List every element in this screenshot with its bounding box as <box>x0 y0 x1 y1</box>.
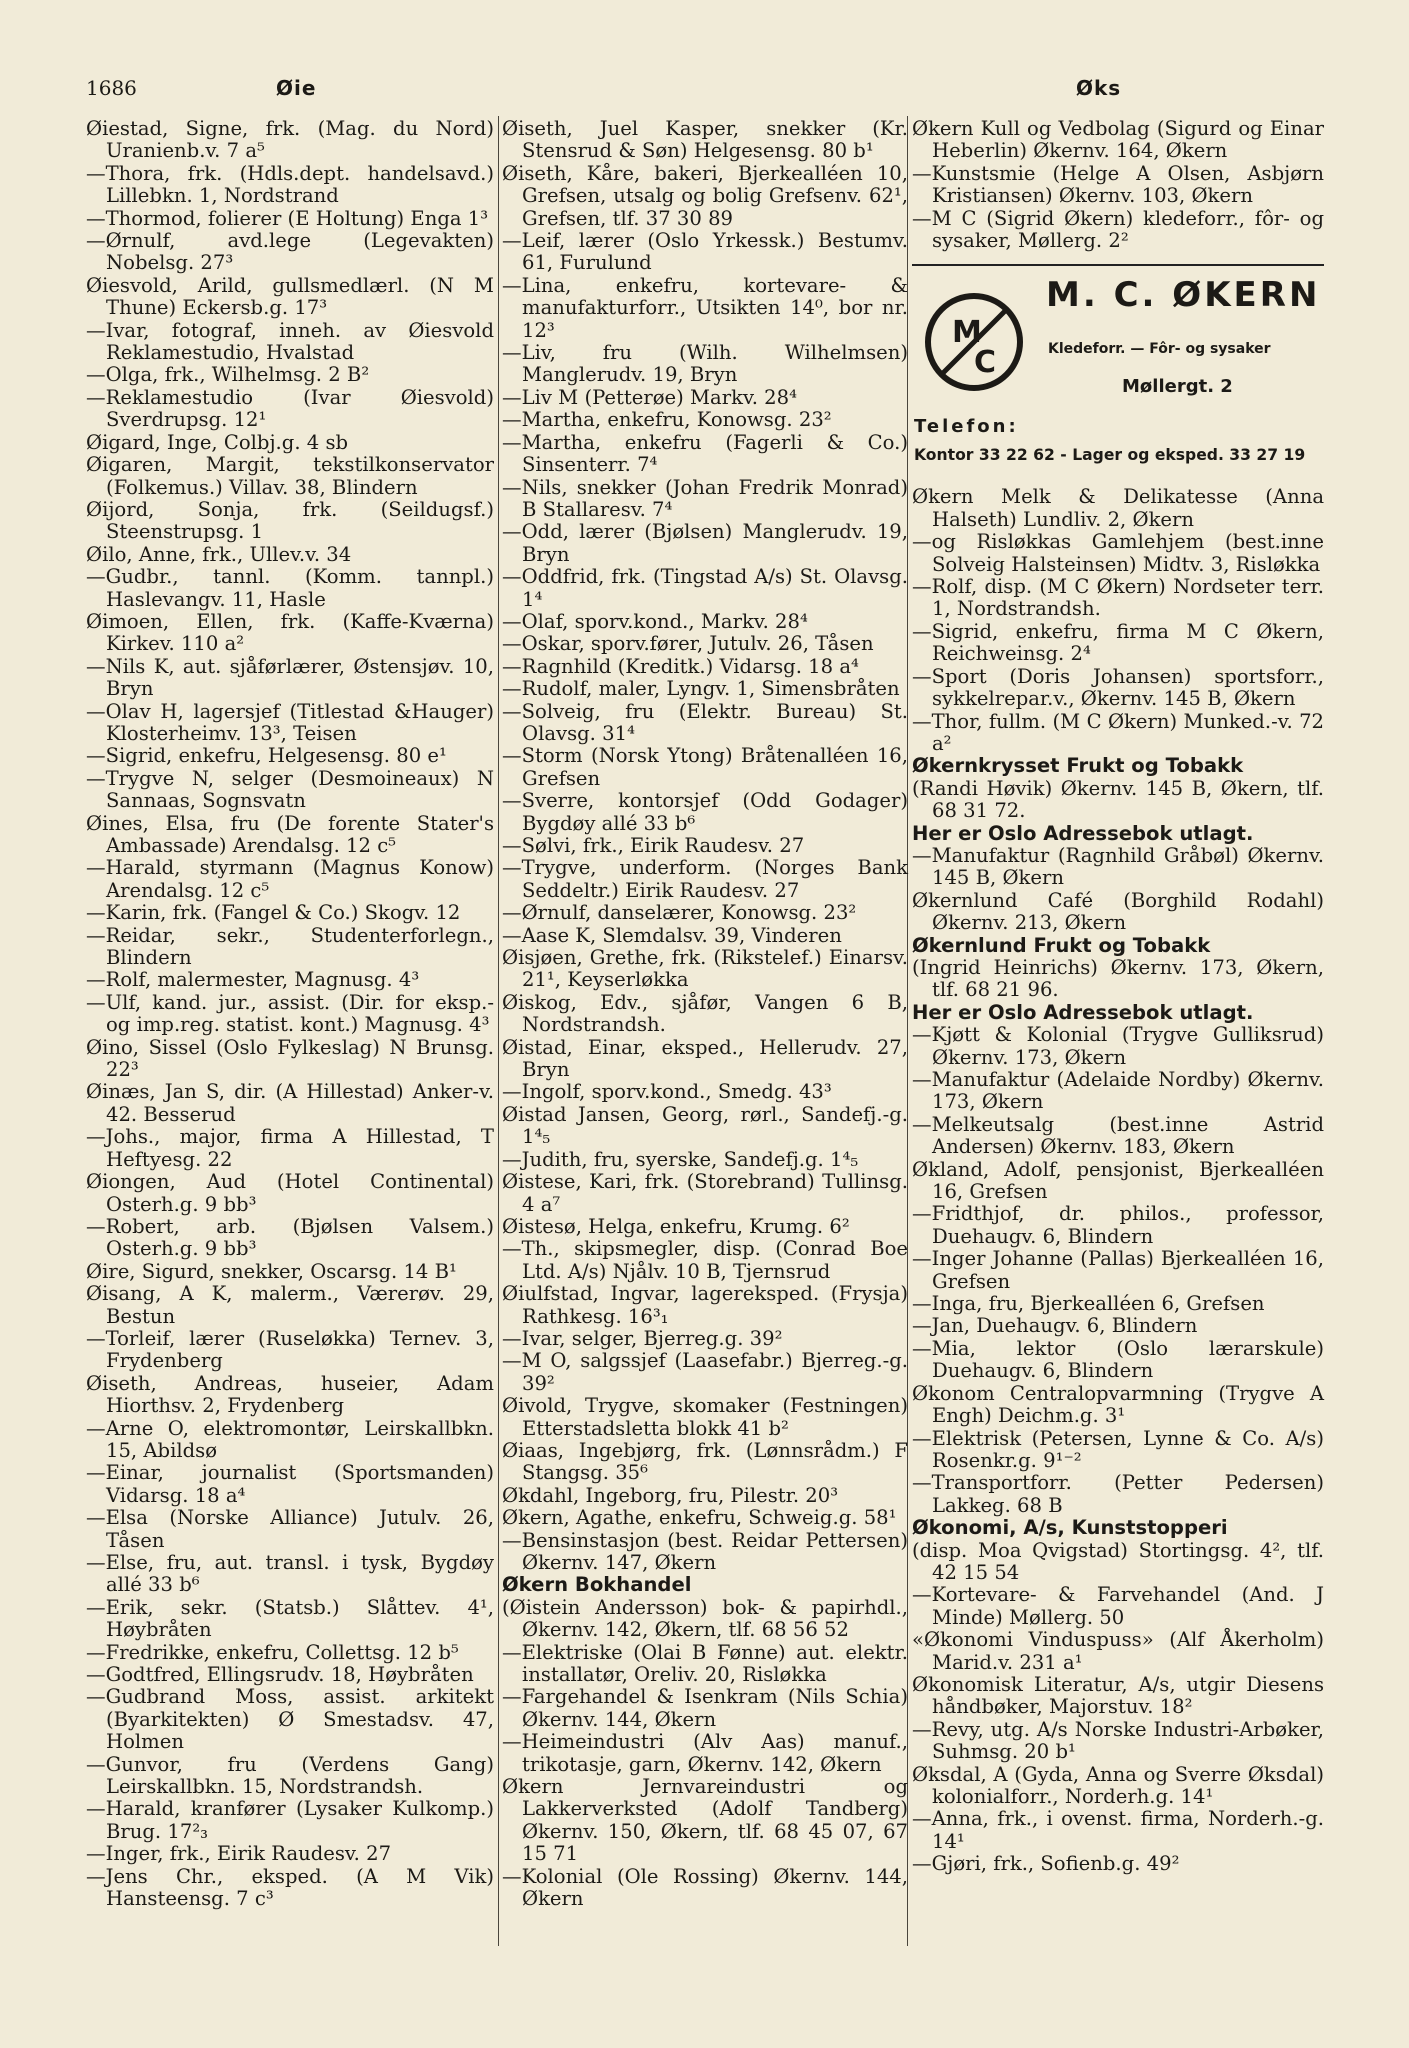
directory-entry: —Inger Johanne (Pallas) Bjerkealléen 16, Grefsen <box>912 1247 1324 1293</box>
column-3-bottom-entries <box>912 486 1324 1875</box>
column-3-top-entries <box>912 118 1324 252</box>
directory-entry: —Rudolf, maler, Lyngv. 1, Simensbråten <box>502 677 900 701</box>
svg-text:C: C <box>974 345 997 381</box>
directory-entry: —Storm (Norsk Ytong) Bråtenalléen 16, Grefsen <box>502 744 908 790</box>
directory-entry: Øiskog, Edv., sjåfør, Vangen 6 B, Nordstrandsh. <box>502 990 908 1037</box>
directory-entry: —Thormod, folierer (E Holtung) Enga 1³ <box>86 206 489 230</box>
directory-entry: Øisjøen, Grethe, frk. (Rikstelef.) Einarsv. 21¹, Keyserløkka <box>502 946 908 992</box>
directory-entry: —Jan, Duehaugv. 6, Blindern <box>912 1314 1198 1338</box>
ad-phone-numbers: Kontor 33 22 62 - Lager og eksped. 33 27 19 <box>914 446 1306 465</box>
column-3 <box>912 118 1324 1876</box>
directory-entry: Øiaas, Ingebjørg, frk. (Lønnsrådm.) F Stangsg. 35⁶ <box>502 1438 908 1485</box>
directory-entry: —Leif, lærer (Oslo Yrkessk.) Bestumv. 61, Furulund <box>502 229 908 275</box>
directory-entry: —Else, fru, aut. transl. i tysk, Bygdøy allé 33 b⁶ <box>86 1551 494 1597</box>
directory-entry: —Transportforr. (Petter Pedersen) Lakkeg. 68 B <box>912 1471 1324 1517</box>
directory-entry: Øilo, Anne, frk., Ullev.v. 34 <box>86 542 352 566</box>
directory-entry: Økland, Adolf, pensjonist, Bjerkealléen 16, Grefsen <box>912 1157 1324 1204</box>
directory-entry: —M O, salgssjef (Laasefabr.) Bjerreg.-g. 39² <box>502 1349 908 1395</box>
svg-text:M: M <box>952 315 982 351</box>
directory-entry: Øimoen, Ellen, frk. (Kaffe-Kværna) Kirkev. 110 a² <box>86 609 494 656</box>
directory-entry: —Gudbr., tannl. (Komm. tannpl.) Haslevangv. 11, Hasle <box>86 565 494 611</box>
directory-entry: Økern, Agathe, enkefru, Schweig.g. 58¹ <box>502 1506 897 1530</box>
directory-entry: Økern Jernvareindustri og Lakkerverksted (Adolf Tandberg) Økernv. 150, Økern, tlf. 68 45 07, 67 15 71 <box>502 1775 908 1866</box>
directory-entry: —Anna, frk., i ovenst. firma, Norderh.-g. 14¹ <box>912 1807 1324 1853</box>
page-number: 1686 <box>86 76 137 100</box>
directory-entry: —Liv M (Petterøe) Markv. 28⁴ <box>502 385 797 409</box>
directory-entry: —Arne O, elektromontør, Leirskallbkn. 15, Abildsø <box>86 1416 494 1462</box>
directory-entry: Øistese, Kari, frk. (Storebrand) Tullinsg. 4 a⁷ <box>502 1170 908 1216</box>
directory-entry: —Fridthjof, dr. philos., professor, Duehaugv. 6, Blindern <box>912 1202 1324 1248</box>
directory-entry: —Torleif, lærer (Ruseløkka) Ternev. 3, Frydenberg <box>86 1326 494 1373</box>
directory-entry: Øistesø, Helga, enkefru, Krumg. 6² <box>502 1214 850 1238</box>
directory-entry: —Elektrisk (Petersen, Lynne & Co. A/s) Rosenkr.g. 9¹⁻² <box>912 1426 1324 1472</box>
directory-entry: —Trygve N, selger (Desmoineaux) N Sannaas, Sognsvatn <box>86 766 494 813</box>
directory-entry: —Kunstsmie (Helge A Olsen, Asbjørn Kristiansen) Økernv. 103, Økern <box>912 161 1324 208</box>
directory-entry: Øiestad, Signe, frk. (Mag. du Nord) Uranienb.v. 7 a⁵ <box>86 117 494 163</box>
directory-entry: Øino, Sissel (Oslo Fylkeslag) N Brunsg. 22³ <box>86 1035 494 1082</box>
directory-entry: (Ingrid Heinrichs) Økernv. 173, Økern, tlf. 68 21 96. <box>912 955 1324 1002</box>
directory-entry: —Ivar, fotograf, inneh. av Øiesvold Reklamestudio, Hvalstad <box>86 318 494 365</box>
business-heading: Økernlund Frukt og Tobakk <box>912 933 1211 957</box>
directory-entry: —Thor, fullm. (M C Økern) Munked.-v. 72 a² <box>912 709 1324 755</box>
directory-entry: —Kjøtt & Kolonial (Trygve Gulliksrud) Økernv. 173, Økern <box>912 1023 1324 1069</box>
directory-entry: —Inga, fru, Bjerkealléen 6, Grefsen <box>912 1292 1265 1316</box>
directory-entry: —Lina, enkefru, kortevare- & manufakturforr., Utsikten 14⁰, bor nr. 12³ <box>502 273 908 342</box>
directory-entry: —Fargehandel & Isenkram (Nils Schia) Økernv. 144, Økern <box>502 1685 908 1731</box>
directory-entry: Øiseth, Andreas, huseier, Adam Hiorthsv. 2, Frydenberg <box>86 1371 494 1418</box>
business-heading: Økonomi, A/s, Kunststopperi <box>912 1516 1228 1540</box>
directory-entry: Øivold, Trygve, skomaker (Festningen) Etterstadsletta blokk 41 b² <box>502 1394 908 1440</box>
directory-entry: —Oskar, sporv.fører, Jutulv. 26, Tåsen <box>502 632 874 656</box>
directory-entry: Øijord, Sonja, frk. (Seildugsf.) Steenstrupsg. 1 <box>86 497 494 544</box>
directory-entry: Økernlund Café (Borghild Rodahl) Økernv. 213, Økern <box>912 888 1324 935</box>
directory-entry: —Fredrikke, enkefru, Collettsg. 12 b⁵ <box>86 1640 459 1664</box>
directory-entry: —Robert, arb. (Bjølsen Valsem.) Osterh.g. 9 bb³ <box>86 1214 494 1261</box>
directory-entry: —Rolf, disp. (M C Økern) Nordseter terr. 1, Nordstrandsh. <box>912 575 1324 621</box>
directory-entry: —Martha, enkefru (Fagerli & Co.) Sinsenterr. 7⁴ <box>502 430 908 477</box>
directory-entry: Øisang, A K, malerm., Værerøv. 29, Bestun <box>86 1282 494 1328</box>
directory-entry: Økdahl, Ingeborg, fru, Pilestr. 20³ <box>502 1483 839 1507</box>
directory-entry: —Ulf, kand. jur., assist. (Dir. for eksp.- og imp.reg. statist. kont.) Magnusg. 4³ <box>86 990 494 1037</box>
ad-address: Møllergt. 2 <box>1122 376 1233 398</box>
directory-entry: (Randi Høvik) Økernv. 145 B, Økern, tlf. 68 31 72. <box>912 776 1324 823</box>
directory-entry: Økern Melk & Delikatesse (Anna Halseth) Lundliv. 2, Økern <box>912 485 1324 531</box>
directory-entry: Økonomisk Literatur, A/s, utgir Diesens håndbøker, Majorstuv. 18² <box>912 1672 1324 1719</box>
column-1 <box>86 118 494 1911</box>
directory-entry: —Th., skipsmegler, disp. (Conrad Boe Ltd. A/s) Njålv. 10 B, Tjernsrud <box>502 1237 908 1283</box>
directory-entry: —Bensinstasjon (best. Reidar Pettersen) Økernv. 147, Økern <box>502 1528 908 1574</box>
directory-entry: —Liv, fru (Wilh. Wilhelmsen) Manglerudv. 19, Bryn <box>502 341 908 387</box>
directory-entry: Øiulfstad, Ingvar, lagereksped. (Frysja) Rathkesg. 16³₁ <box>502 1282 908 1328</box>
directory-entry: —Mia, lektor (Oslo lærarskule) Duehaugv. 6, Blindern <box>912 1336 1324 1383</box>
directory-entry: —Ørnulf, avd.lege (Legevakten) Nobelsg. 27³ <box>86 229 494 275</box>
directory-entry: Øistad, Einar, eksped., Hellerudv. 27, Bryn <box>502 1035 908 1082</box>
page-header <box>86 76 1349 106</box>
directory-entry: Øines, Elsa, fru (De forente Stater's Ambassade) Arendalsg. 12 c⁵ <box>86 811 494 857</box>
directory-entry: —Sølvi, frk., Eirik Raudesv. 27 <box>502 834 805 857</box>
directory-entry: —Olaf, sporv.kond., Markv. 28⁴ <box>502 609 808 633</box>
directory-entry: Øiesvold, Arild, gullsmedlærl. (N M Thune) Eckersb.g. 17³ <box>86 273 494 320</box>
directory-entry: —Elektriske (Olai B Fønne) aut. elektr. installatør, Oreliv. 20, Risløkka <box>502 1640 908 1687</box>
directory-entry: —Martha, enkefru, Konowsg. 23² <box>502 408 832 432</box>
directory-entry: —Gudbrand Moss, assist. arkitekt (Byarkitekten) Ø Smestadsv. 47, Holmen <box>86 1685 494 1754</box>
directory-entry: —og Risløkkas Gamlehjem (best.inne Solveig Halsteinsen) Midtv. 3, Risløkka <box>912 530 1324 576</box>
directory-entry: —Manufaktur (Adelaide Nordby) Økernv. 173, Økern <box>912 1068 1324 1114</box>
directory-entry: —Rolf, malermester, Magnusg. 4³ <box>86 968 420 992</box>
ad-title: M. C. ØKERN <box>1046 275 1321 316</box>
availability-note: Her er Oslo Adressebok utlagt. <box>912 821 1254 845</box>
directory-entry: Øksdal, A (Gyda, Anna og Sverre Øksdal) kolonialforr., Norderh.g. 14¹ <box>912 1762 1324 1808</box>
directory-entry: —Einar, journalist (Sportsmanden) Vidarsg. 18 a⁴ <box>86 1461 494 1507</box>
directory-entry: (Øistein Andersson) bok- & papirhdl., Økernv. 142, Økern, tlf. 68 56 52 <box>502 1595 908 1642</box>
column-2 <box>502 118 908 1911</box>
directory-entry: —Revy, utg. A/s Norske Industri-Arbøker, Suhmsg. 20 b¹ <box>912 1717 1324 1764</box>
directory-entry: —Judith, fru, syerske, Sandefj.g. 1⁴₅ <box>502 1147 859 1171</box>
directory-entry: —Sverre, kontorsjef (Odd Godager) Bygdøy allé 33 b⁶ <box>502 789 908 835</box>
directory-entry: —Heimeindustri (Alv Aas) manuf., trikotasje, garn, Økernv. 142, Økern <box>502 1730 908 1776</box>
directory-entry: —Solveig, fru (Elektr. Bureau) St. Olavsg. 31⁴ <box>502 699 908 745</box>
ad-telefon-label: Telefon: <box>914 416 1019 438</box>
business-heading: Økern Bokhandel <box>502 1573 692 1597</box>
directory-entry: —Godtfred, Ellingsrudv. 18, Høybråten <box>86 1663 474 1687</box>
directory-entry: —M C (Sigrid Økern) kledeforr., fôr- og sysaker, Møllerg. 2² <box>912 206 1324 253</box>
guide-word-right: Øks <box>1076 76 1122 100</box>
directory-entry: —Odd, lærer (Bjølsen) Manglerudv. 19, Bryn <box>502 520 908 566</box>
directory-entry: —Manufaktur (Ragnhild Gråbøl) Økernv. 145 B, Økern <box>912 843 1324 890</box>
ad-tagline: Kledeforr. — Fôr- og sysaker <box>1048 341 1271 358</box>
advertisement-mc-okern <box>912 264 1324 476</box>
directory-entry: —Johs., major, firma A Hillestad, T Heftyesg. 22 <box>86 1125 494 1171</box>
directory-entry: (disp. Moa Qvigstad) Stortingsg. 4², tlf. 42 15 54 <box>912 1538 1324 1584</box>
directory-entry: —Sigrid, enkefru, Helgesensg. 80 e¹ <box>86 744 447 768</box>
directory-entry: —Thora, frk. (Hdls.dept. handelsavd.) Lillebkn. 1, Nordstrand <box>86 161 494 208</box>
availability-note: Her er Oslo Adressebok utlagt. <box>912 1000 1254 1024</box>
directory-entry: —Olav H, lagersjef (Titlestad &Hauger) Klosterheimv. 13³, Teisen <box>86 699 494 745</box>
business-heading: Økernkrysset Frukt og Tobakk <box>912 754 1244 778</box>
directory-entry: —Karin, frk. (Fangel & Co.) Skogv. 12 <box>86 901 461 925</box>
directory-entry: Øistad Jansen, Georg, rørl., Sandefj.-g. 1⁴₅ <box>502 1102 908 1149</box>
directory-entry: —Reklamestudio (Ivar Øiesvold) Sverdrupsg. 12¹ <box>86 385 494 432</box>
column-divider <box>498 116 499 1946</box>
directory-entry: —Gjøri, frk., Sofienb.g. 49² <box>912 1852 1180 1876</box>
directory-entry: —Ivar, selger, Bjerreg.g. 39² <box>502 1326 783 1350</box>
directory-entry: —Nils K, aut. sjåførlærer, Østensjøv. 10, Bryn <box>86 654 494 701</box>
directory-entry: —Sigrid, enkefru, firma M C Økern, Reichweinsg. 2⁴ <box>912 619 1324 666</box>
directory-entry: Økonom Centralopvarmning (Trygve A Engh) Deichm.g. 3¹ <box>912 1381 1324 1428</box>
directory-entry: —Gunvor, fru (Verdens Gang) Leirskallbkn. 15, Nordstrandsh. <box>86 1752 494 1799</box>
directory-entry: —Jens Chr., eksped. (A M Vik) Hansteensg. 7 c³ <box>86 1864 494 1911</box>
directory-entry: —Aase K, Slemdalsv. 39, Vinderen <box>502 923 842 947</box>
directory-entry: Øiseth, Juel Kasper, snekker (Kr. Stensrud & Søn) Helgesensg. 80 b¹ <box>502 117 908 163</box>
directory-entry: —Trygve, underform. (Norges Bank Seddeltr.) Eirik Raudesv. 27 <box>502 856 908 902</box>
directory-entry: Økern Kull og Vedbolag (Sigurd og Einar Heberlin) Økernv. 164, Økern <box>912 117 1324 163</box>
directory-entry: —Harald, styrmann (Magnus Konow) Arendalsg. 12 c⁵ <box>86 856 494 902</box>
directory-entry: —Ørnulf, danselærer, Konowsg. 23² <box>502 901 857 925</box>
mc-logo-icon <box>922 290 1026 394</box>
directory-entry: —Inger, frk., Eirik Raudesv. 27 <box>86 1842 392 1866</box>
directory-entry: «Økonomi Vinduspuss» (Alf Åkerholm) Marid.v. 231 a¹ <box>912 1628 1324 1674</box>
directory-entry: Øinæs, Jan S, dir. (A Hillestad) Anker-v. 42. Besserud <box>86 1080 494 1126</box>
directory-entry: Øiseth, Kåre, bakeri, Bjerkealléen 10, Grefsen, utsalg og bolig Grefsenv. 62¹, Grefsen, tlf. 37 30 89 <box>502 161 908 230</box>
directory-entry: —Kortevare- & Farvehandel (And. J Minde) Møllerg. 50 <box>912 1583 1324 1629</box>
directory-entry: —Reidar, sekr., Studenterforlegn., Blindern <box>86 923 494 970</box>
directory-entry: —Erik, sekr. (Statsb.) Slåttev. 4¹, Høybråten <box>86 1595 494 1642</box>
directory-entry: —Nils, snekker (Johan Fredrik Monrad) B Stallaresv. 7⁴ <box>502 475 908 521</box>
directory-entry: Øiongen, Aud (Hotel Continental) Osterh.g. 9 bb³ <box>86 1170 494 1216</box>
directory-entry: —Melkeutsalg (best.inne Astrid Andersen) Økernv. 183, Økern <box>912 1112 1324 1159</box>
directory-entry: —Ragnhild (Kreditk.) Vidarsg. 18 a⁴ <box>502 654 859 678</box>
directory-entry: —Elsa (Norske Alliance) Jutulv. 26, Tåsen <box>86 1506 494 1552</box>
guide-word-left: Øie <box>276 76 317 100</box>
directory-entry: —Kolonial (Ole Rossing) Økernv. 144, Økern <box>502 1864 908 1911</box>
directory-entry: —Ingolf, sporv.kond., Smedg. 43³ <box>502 1080 832 1104</box>
directory-entry: —Harald, kranfører (Lysaker Kulkomp.) Brug. 17²₃ <box>86 1797 494 1843</box>
directory-entry: Øigaren, Margit, tekstilkonservator (Folkemus.) Villav. 38, Blindern <box>86 453 494 499</box>
directory-entry: Øire, Sigurd, snekker, Oscarsg. 14 B¹ <box>86 1259 457 1283</box>
directory-entry: Øigard, Inge, Colbj.g. 4 sb <box>86 430 349 454</box>
directory-entry: —Olga, frk., Wilhelmsg. 2 B² <box>86 363 370 387</box>
directory-entry: —Oddfrid, frk. (Tingstad A/s) St. Olavsg. 1⁴ <box>502 565 908 611</box>
directory-entry: —Sport (Doris Johansen) sportsforr., sykkelrepar.v., Økernv. 145 B, Økern <box>912 664 1324 711</box>
